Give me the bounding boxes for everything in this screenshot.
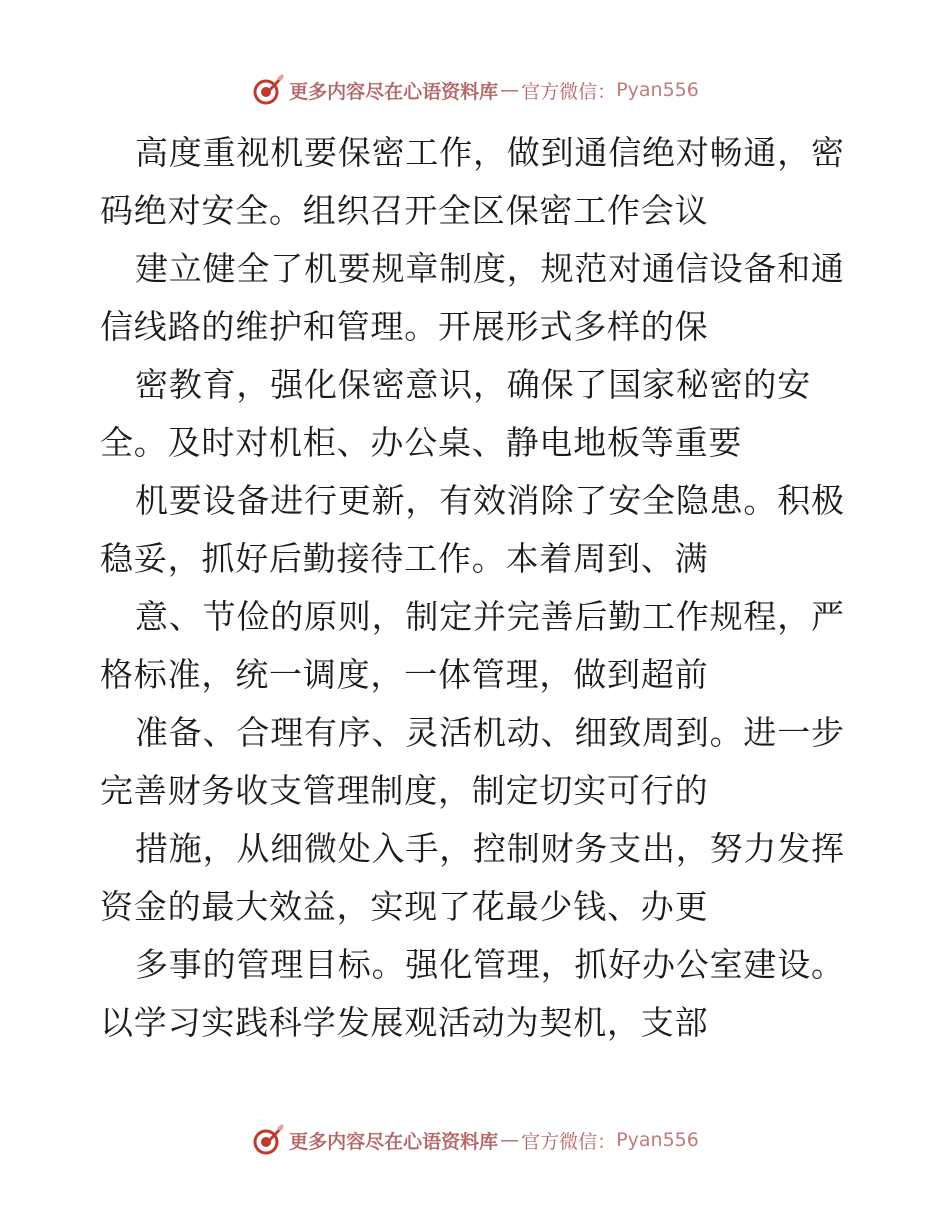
header-contact-label: 官方微信： <box>521 80 617 103</box>
body-line: 全。及时对机柜、办公桌、静电地板等重要 <box>100 423 743 462</box>
footer-contact-id: Pyan556 <box>616 1129 699 1151</box>
body-line: 密教育，强化保密意识，确保了国家秘密的安 <box>135 365 811 404</box>
body-line: 措施，从细微处入手，控制财务支出，努力发挥 <box>135 829 845 868</box>
body-line: 建立健全了机要规章制度，规范对通信设备和通 <box>135 249 845 288</box>
body-line: 意、节俭的原则，制定并完善后勤工作规程，严 <box>135 597 845 636</box>
body-line: 以学习实践科学发展观活动为契机，支部 <box>100 1003 709 1042</box>
body-line: 高度重视机要保密工作，做到通信绝对畅通，密 <box>135 133 845 172</box>
footer-banner <box>0 1120 950 1160</box>
header-contact-id: Pyan556 <box>616 79 699 101</box>
footer-site-name: 更多内容尽在心语资料库 <box>289 1130 499 1153</box>
body-line: 稳妥，抓好后勤接待工作。本着周到、满 <box>100 539 709 578</box>
body-line: 资金的最大效益，实现了花最少钱、办更 <box>100 887 709 926</box>
body-line: 格标准，统一调度，一体管理，做到超前 <box>100 655 709 694</box>
footer-dash: — <box>500 1129 520 1151</box>
body-line: 码绝对安全。组织召开全区保密工作会议 <box>100 191 709 230</box>
header-site-name: 更多内容尽在心语资料库 <box>289 80 499 103</box>
footer-contact-label: 官方微信： <box>521 1130 617 1153</box>
quill-logo-icon <box>251 1123 285 1157</box>
document-body <box>100 124 860 1052</box>
header-dash: — <box>500 79 520 101</box>
body-line: 多事的管理目标。强化管理，抓好办公室建设。 <box>135 945 845 984</box>
body-line: 准备、合理有序、灵活机动、细致周到。进一步 <box>135 713 845 752</box>
quill-logo-icon <box>251 73 285 107</box>
body-line: 完善财务收支管理制度，制定切实可行的 <box>100 771 709 810</box>
body-line: 机要设备进行更新，有效消除了安全隐患。积极 <box>135 481 845 520</box>
header-banner <box>0 70 950 110</box>
body-line: 信线路的维护和管理。开展形式多样的保 <box>100 307 709 346</box>
